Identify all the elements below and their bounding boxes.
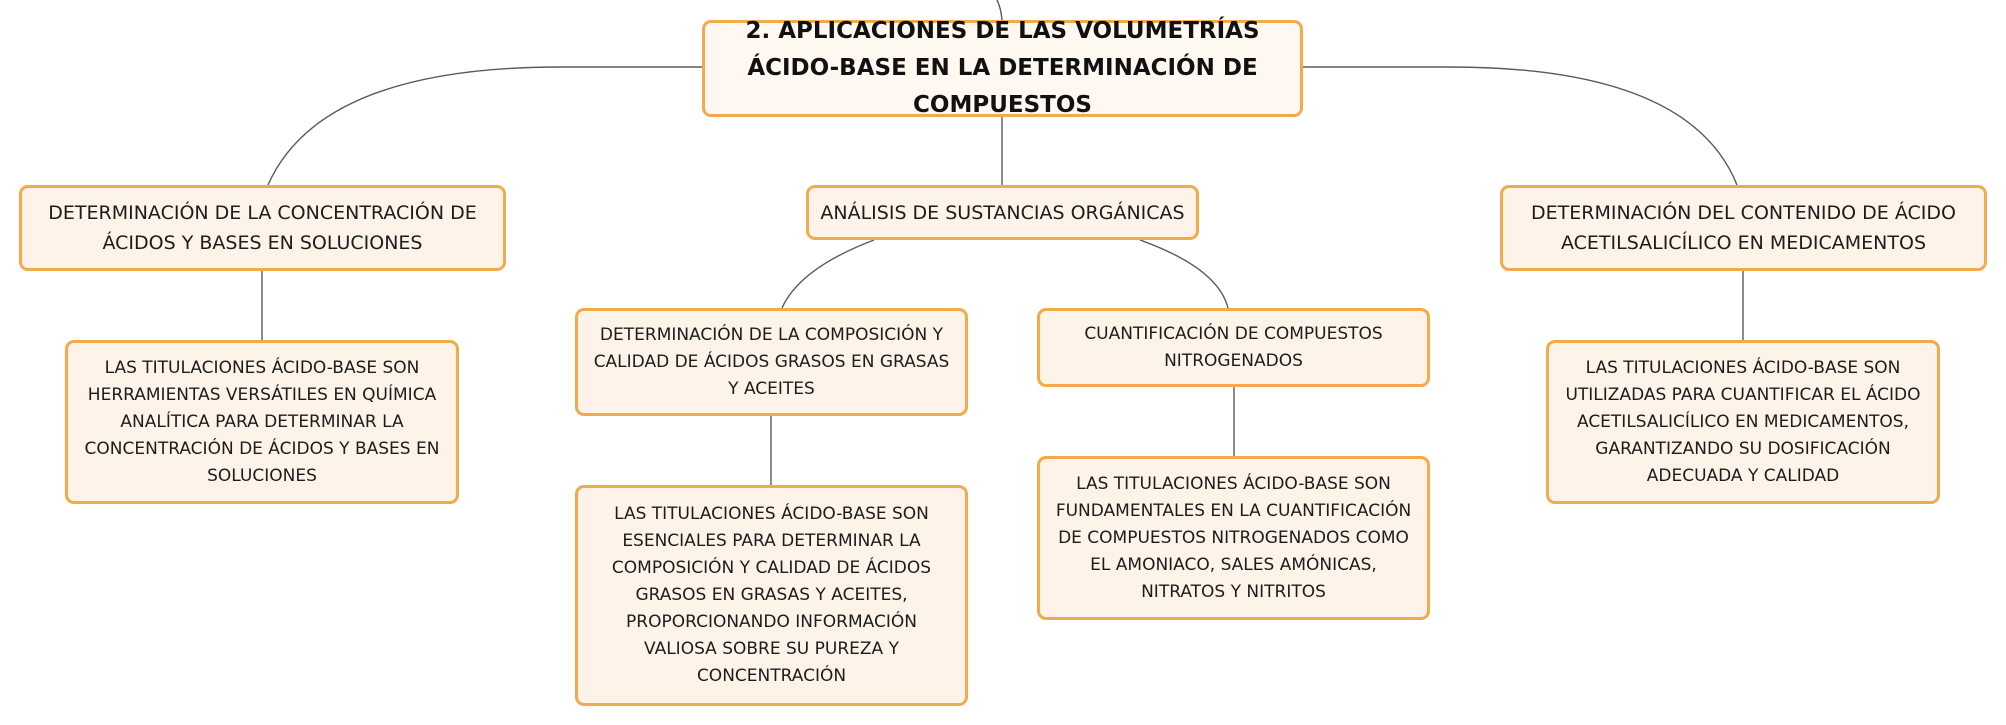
topic-node-organic-substances [806, 185, 1199, 240]
connector-root-to-acids-bases [268, 67, 702, 185]
detail-text-acetylsalicylic-acid: LAS TITULACIONES ÁCIDO-BASE SON UTILIZADAS PARA CUANTIFICAR EL ÁCIDO ACETILSALICÍLICO EN MEDICAMENTOS, GARANTIZANDO SU DOSIFICACIÓN ADECUADA Y CALIDAD [1565, 357, 1921, 486]
subtopic-label-fatty-acids: DETERMINACIÓN DE LA COMPOSICIÓN Y CALIDAD DE ÁCIDOS GRASOS EN GRASAS Y ACEITES [593, 324, 950, 399]
subtopic-node-fatty-acids [575, 308, 968, 416]
detail-node-nitrogen-compounds [1037, 456, 1430, 620]
topic-label-acids-bases: DETERMINACIÓN DE LA CONCENTRACIÓN DE ÁCIDOS Y BASES EN SOLUCIONES [48, 202, 477, 254]
connector-root-to-aspirin [1303, 67, 1737, 185]
subtopic-node-nitrogen-compounds [1037, 308, 1430, 387]
topic-node-acetylsalicylic-acid [1500, 185, 1987, 271]
detail-node-acids-bases [65, 340, 459, 504]
detail-text-fatty-acids: LAS TITULACIONES ÁCIDO-BASE SON ESENCIALES PARA DETERMINAR LA COMPOSICIÓN Y CALIDAD DE ÁCIDOS GRASOS EN GRASAS Y ACEITES, PROPORCIONANDO INFORMACIÓN VALIOSA SOBRE SU PUREZA Y CONCENTRACIÓN [611, 504, 932, 686]
detail-text-nitrogen-compounds: LAS TITULACIONES ÁCIDO-BASE SON FUNDAMENTALES EN LA CUANTIFICACIÓN DE COMPUESTOS NITROGENADOS COMO EL AMONIACO, SALES AMÓNICAS, NITRATOS Y NITRITOS [1055, 473, 1412, 602]
subtopic-label-nitrogen-compounds: CUANTIFICACIÓN DE COMPUESTOS NITROGENADOS [1084, 323, 1383, 371]
connector-organic-to-nitrogen [1140, 240, 1228, 308]
detail-node-acetylsalicylic-acid [1546, 340, 1940, 504]
topic-node-acids-bases [19, 185, 506, 271]
detail-node-fatty-acids [575, 485, 968, 706]
root-topic-label: 2. APLICACIONES DE LAS VOLUMETRÍAS ÁCIDO-BASE EN LA DETERMINACIÓN DE COMPUESTOS [745, 18, 1260, 118]
detail-text-acids-bases: LAS TITULACIONES ÁCIDO-BASE SON HERRAMIENTAS VERSÁTILES EN QUÍMICA ANALÍTICA PARA DETERMINAR LA CONCENTRACIÓN DE ÁCIDOS Y BASES EN SOLUCIONES [84, 357, 440, 486]
topic-label-acetylsalicylic-acid: DETERMINACIÓN DEL CONTENIDO DE ÁCIDO ACETILSALICÍLICO EN MEDICAMENTOS [1531, 202, 1956, 254]
topic-label-organic-substances: ANÁLISIS DE SUSTANCIAS ORGÁNICAS [820, 201, 1185, 224]
root-topic-node [702, 20, 1303, 117]
connector-organic-to-fatty-acids [782, 240, 874, 308]
